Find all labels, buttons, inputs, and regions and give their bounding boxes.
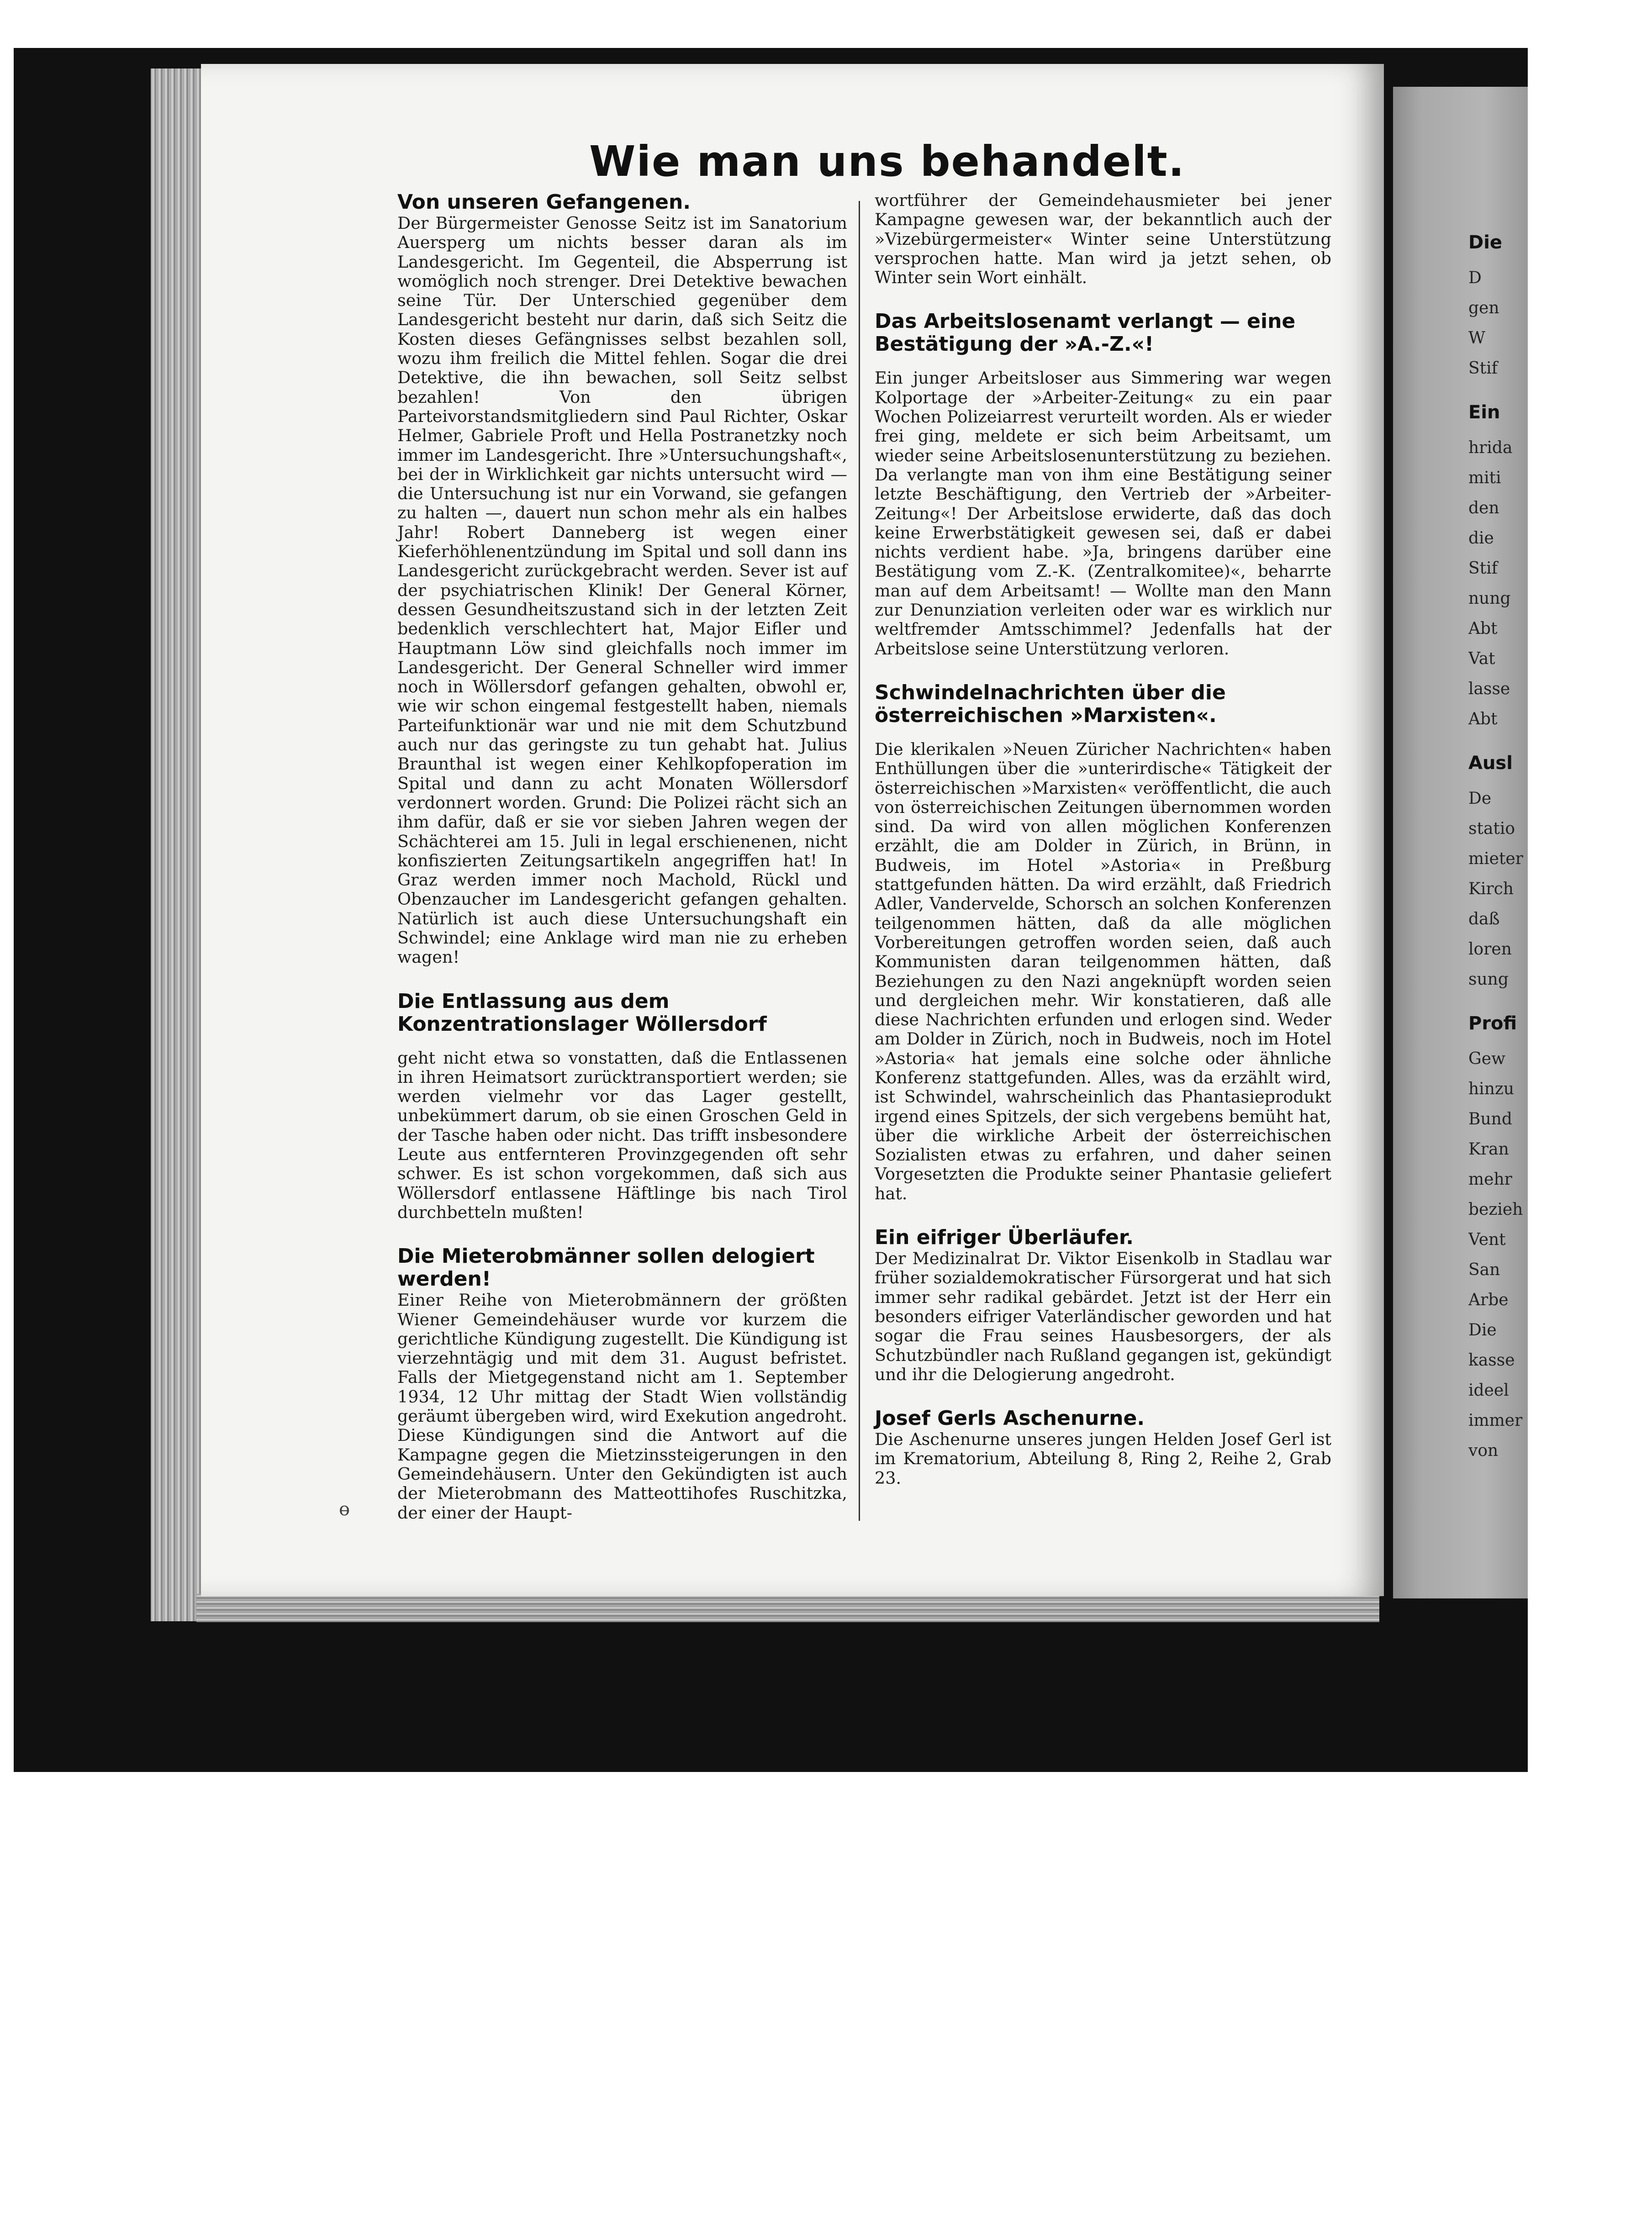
left-column bbox=[397, 191, 847, 1523]
next-page-text-fragment: nung bbox=[1468, 589, 1511, 608]
right-column bbox=[875, 191, 1331, 1488]
next-page-text-fragment: bezieh bbox=[1468, 1200, 1523, 1219]
next-page-text-fragment: Abt bbox=[1468, 619, 1498, 638]
article-gefangenen bbox=[397, 191, 847, 967]
next-page-text-fragment: W bbox=[1468, 329, 1486, 348]
next-page-text-fragment: lasse bbox=[1468, 680, 1510, 698]
book-page-edges-bottom bbox=[196, 1594, 1379, 1622]
next-page-text-fragment: hrida bbox=[1468, 438, 1513, 457]
article-heading: Ein eifriger Überläufer. bbox=[875, 1226, 1134, 1250]
next-page-text-fragment: Gew bbox=[1468, 1049, 1505, 1068]
next-page-text-fragment: De bbox=[1468, 789, 1492, 808]
next-page-text-fragment: mieter bbox=[1468, 849, 1523, 868]
next-page-text-fragment: Vat bbox=[1468, 649, 1495, 668]
page-title: Wie man uns behandelt. bbox=[589, 137, 1185, 186]
next-page-text-fragment: Ein bbox=[1468, 403, 1500, 422]
article-heading: Von unseren Gefangenen. bbox=[397, 190, 691, 214]
next-page-text-fragment: immer bbox=[1468, 1411, 1523, 1430]
article-heading: Das Arbeitslosenamt verlangt — eine Bestätigung der »A.-Z.«! bbox=[875, 310, 1296, 356]
next-page-edge bbox=[1393, 87, 1528, 1598]
article-paragraph: Die klerikalen »Neuen Züricher Nachrichten« haben Enthüllungen über die »unterirdische« Tätigkeit der österreichischen »Marxisten« veröffentlicht, die auch von österreichischen Zeitungen übernommen worden sind. Da wird von allen möglichen Konferenzen erzählt, die am Dolder in Zürich, in Brünn, in Budweis, im Hotel »Astoria« in Preßburg stattgefunden hätten. Da wird erzählt, daß Friedrich Adler, Vandervelde, Schorsch an solchen Konferenzen teilgenommen hätten, daß da alle möglichen Vorbereitungen getroffen worden seien, daß auch Kommunisten daran teilgenommen hätten, daß Beziehungen zu den Nazi angeknüpft worden seien und dergleichen mehr. Wir konstatieren, daß alle diese Nachrichten erfunden und erlogen sind. Weder am Dolder in Zürich, noch in Budweis, noch im Hotel »Astoria« hat jemals eine solche oder ähnliche Konferenz stattgefunden. Alles, was da erzählt wird, ist Schwindel, wahrscheinlich das Phantasieprodukt irgend eines Spitzels, der sich vergebens bemüht hat, über die wirkliche Arbeit der österreichischen Sozialisten etwas zu erfahren, und daher seinen Vorgesetzten die Produkte seiner Phantasie geliefert hat. bbox=[875, 739, 1331, 1203]
next-page-text-fragment: kasse bbox=[1468, 1351, 1515, 1370]
next-page-text-fragment: statio bbox=[1468, 819, 1515, 838]
article-entlassung bbox=[397, 990, 847, 1223]
article-paragraph: wortführer der Gemeindehausmieter bei jener Kampagne gewesen war, der bekanntlich auch der »Vizebürgermeister« Winter seine Unterstützung versprochen hatte. Man wird ja jetzt sehen, ob Winter sein Wort einhält. bbox=[875, 190, 1331, 288]
next-page-text-fragment: Vent bbox=[1468, 1230, 1506, 1249]
next-page-text-fragment: daß bbox=[1468, 910, 1500, 928]
next-page-text-fragment: Kran bbox=[1468, 1140, 1509, 1159]
article-paragraph: Einer Reihe von Mieterobmännern der größten Wiener Gemeindehäuser wurde vor kurzem die gerichtliche Kündigung zugestellt. Die Kündigung ist vierzehntägig und mit dem 31. August befristet. Falls der Mietgegenstand nicht am 1. September 1934, 12 Uhr mittag der Stadt Wien vollständig geräumt übergeben wird, wird Exekution angedroht. Diese Kündigungen sind die Antwort auf die Kampagne gegen die Mietzinssteigerungen in den Gemeindehäusern. Unter den Gekündigten ist auch der Mieterobmann des Matteottihofes Ruschitzka, der einer der Haupt- bbox=[397, 1290, 847, 1523]
next-page-text-fragment: die bbox=[1468, 529, 1494, 548]
next-page-text-fragment: loren bbox=[1468, 940, 1512, 959]
next-page-text-fragment: Arbe bbox=[1468, 1291, 1509, 1309]
next-page-text-fragment: Die bbox=[1468, 233, 1503, 252]
article-continuation bbox=[875, 191, 1331, 287]
next-page-text-fragment: Profi bbox=[1468, 1014, 1517, 1033]
next-page-text-fragment: San bbox=[1468, 1260, 1500, 1279]
next-page-text-fragment: Stif bbox=[1468, 559, 1498, 578]
article-mieterobmaenner bbox=[397, 1245, 847, 1523]
next-page-text-fragment: hinzu bbox=[1468, 1080, 1515, 1098]
article-paragraph: Der Medizinalrat Dr. Viktor Eisenkolb in Stadlau war früher sozialdemokratischer Fürsorgerat und hat sich immer sehr radikal gebärdet. Jetzt ist der Herr ein besonders eifriger Vaterländischer geworden und hat sogar die Frau seines Hausbesorgers, der als Schutzbündler nach Rußland gegangen ist, gekündigt und ihr die Delogierung angedroht. bbox=[875, 1249, 1331, 1384]
article-heading: Josef Gerls Aschenurne. bbox=[875, 1407, 1145, 1430]
next-page-text-fragment: Ausl bbox=[1468, 754, 1513, 773]
article-heading: Die Mieterobmänner sollen delogiert werden! bbox=[397, 1244, 815, 1291]
next-page-text-fragment: gen bbox=[1468, 299, 1499, 317]
next-page-text-fragment: mehr bbox=[1468, 1170, 1512, 1189]
next-page-text-fragment: Kirch bbox=[1468, 880, 1514, 898]
article-paragraph: Ein junger Arbeitsloser aus Simmering war wegen Kolportage der »Arbeiter-Zeitung« zu ein paar Wochen Polizeiarrest verurteilt worden. Als er wieder frei ging, meldete er sich beim Arbeitsamt, um wieder seine Arbeitslosenunterstützung zu beziehen. Da verlangte man von ihm eine Bestätigung seiner letzte Beschäftigung, den Vertrieb der »Arbeiter-Zeitung«! Der Arbeitslose erwiderte, daß das doch keine Erwerbstätigkeit gewesen sei, daß er dabei nichts verdient habe. »Ja, bringens darüber eine Bestätigung vom Z.-K. (Zentralkomitee)«, beharrte man auf dem Arbeitsamt! — Wollte man den Mann zur Denunziation verleiten oder war es wirklich nur weltfremder Amtsschimmel? Jedenfalls hat der Arbeitslose seine Unterstützung verloren. bbox=[875, 368, 1331, 659]
next-page-text-fragment: sung bbox=[1468, 970, 1509, 989]
next-page-text-fragment: miti bbox=[1468, 469, 1501, 487]
next-page-text-fragment: Abt bbox=[1468, 710, 1498, 728]
next-page-text-fragment: ideel bbox=[1468, 1381, 1509, 1400]
page-mark: ɵ bbox=[339, 1499, 350, 1520]
article-heading: Schwindelnachrichten über die österreichischen »Marxisten«. bbox=[875, 680, 1226, 727]
next-page-text-fragment: Die bbox=[1468, 1321, 1497, 1339]
next-page-text-fragment: Stif bbox=[1468, 359, 1498, 378]
article-schwindelnachrichten bbox=[875, 681, 1331, 1203]
article-ueberlaeufer bbox=[875, 1226, 1331, 1384]
next-page-text-fragment: D bbox=[1468, 269, 1482, 287]
article-heading: Die Entlassung aus dem Konzentrationslager Wöllersdorf bbox=[397, 989, 767, 1036]
next-page-text-fragment: den bbox=[1468, 499, 1499, 517]
article-arbeitslosenamt bbox=[875, 310, 1331, 658]
book-page-edges-left bbox=[151, 69, 201, 1621]
article-paragraph: Der Bürgermeister Genosse Seitz ist im Sanatorium Auersperg um nichts besser daran als im Landesgericht. Im Gegenteil, die Absperrung ist womöglich noch strenger. Drei Detektive bewachen seine Tür. Der Unterschied gegenüber dem Landesgericht besteht nur darin, daß sich Seitz die Kosten dieses Gefängnisses selbst bezahlen soll, wozu ihm freilich die Mittel fehlen. Sogar die drei Detektive, die ihn bewachen, soll Seitz selbst bezahlen! Von den übrigen Parteivorstandsmitgliedern sind Paul Richter, Oskar Helmer, Gabriele Proft und Hella Postranetzky noch immer im Landesgericht. Ihre »Untersuchungshaft«, bei der in Wirklichkeit gar nichts untersucht wird — die Untersuchung ist nur ein Vorwand, sie gefangen zu halten —, dauert nun schon mehr als ein halbes Jahr! Robert Danneberg ist wegen einer Kieferhöhlenentzündung im Spital und soll dann ins Landesgericht zurückgebracht werden. Sever ist auf der psychiatrischen Klinik! Der General Körner, dessen Gesundheitszustand sich in der letzten Zeit bedenklich verschlechtert hat, Major Eifler und Hauptmann Löw sind gleichfalls noch immer im Landesgericht. Der General Schneller wird immer noch in Wöllersdorf gefangen gehalten, obwohl er, wie wir schon eingemal festgestellt haben, niemals Parteifunktionär war und nie mit dem Schutzbund auch nur das geringste zu tun gehabt hat. Julius Braunthal ist wegen einer Kehlkopfoperation im Spital und dann zu acht Monaten Wöllersdorf verdonnert worden. Grund: Die Polizei rächt sich an ihm dafür, daß er sie vor sieben Jahren wegen der Schächterei am 15. Juli in legal erschienenen, nicht konfiszierten Zeitungsartikeln angegriffen hat! In Graz werden immer noch Machold, Rückl und Obenzaucher im Landesgericht gefangen gehalten. Natürlich ist auch diese Untersuchungshaft ein Schwindel; eine Anklage wird man nie zu erheben wagen! bbox=[397, 213, 847, 967]
next-page-text-fragment: von bbox=[1468, 1441, 1499, 1460]
article-aschenurne bbox=[875, 1407, 1331, 1488]
column-divider bbox=[859, 201, 860, 1521]
article-paragraph: geht nicht etwa so vonstatten, daß die Entlassenen in ihren Heimatsort zurücktransportiert werden; sie werden vielmehr vor das Lager gestellt, unbekümmert darum, ob sie einen Groschen Geld in der Tasche haben oder nicht. Das trifft insbesondere Leute aus entfernteren Provinzgegenden oft sehr schwer. Es ist schon vorgekommen, daß sich aus Wöllersdorf entlassene Häftlinge bis nach Tirol durchbetteln mußten! bbox=[397, 1048, 847, 1222]
article-paragraph: Die Aschenurne unseres jungen Helden Josef Gerl ist im Krematorium, Abteilung 8, Ring 2, Reihe 2, Grab 23. bbox=[875, 1429, 1331, 1488]
next-page-text-fragment: Bund bbox=[1468, 1110, 1512, 1128]
